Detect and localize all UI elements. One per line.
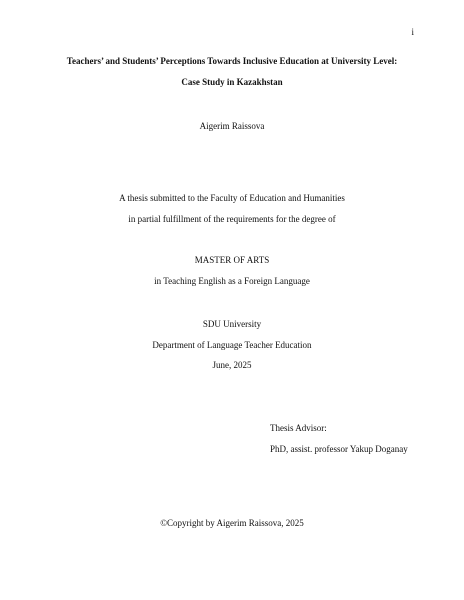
thesis-title-line-1: Teachers’ and Students’ Perceptions Towards Inclusive Education at University Level: [66,56,398,66]
thesis-advisor-name: PhD, assist. professor Yakup Doganay [270,444,408,454]
university-name: SDU University [202,319,262,329]
copyright-notice: ©Copyright by Aigerim Raissova, 2025 [160,518,304,528]
submission-date: June, 2025 [212,360,252,370]
author-name: Aigerim Raissova [199,121,265,131]
page-number: i [411,27,414,37]
submission-statement-line-1: A thesis submitted to the Faculty of Education and Humanities [119,193,345,203]
thesis-advisor-label: Thesis Advisor: [270,423,327,433]
degree-name: MASTER OF ARTS [194,255,270,265]
thesis-title-line-2: Case Study in Kazakhstan [181,77,283,87]
degree-field: in Teaching English as a Foreign Language [154,276,310,286]
department-name: Department of Language Teacher Education [152,340,312,350]
submission-statement-line-2: in partial fulfillment of the requirements for the degree of [128,214,336,224]
